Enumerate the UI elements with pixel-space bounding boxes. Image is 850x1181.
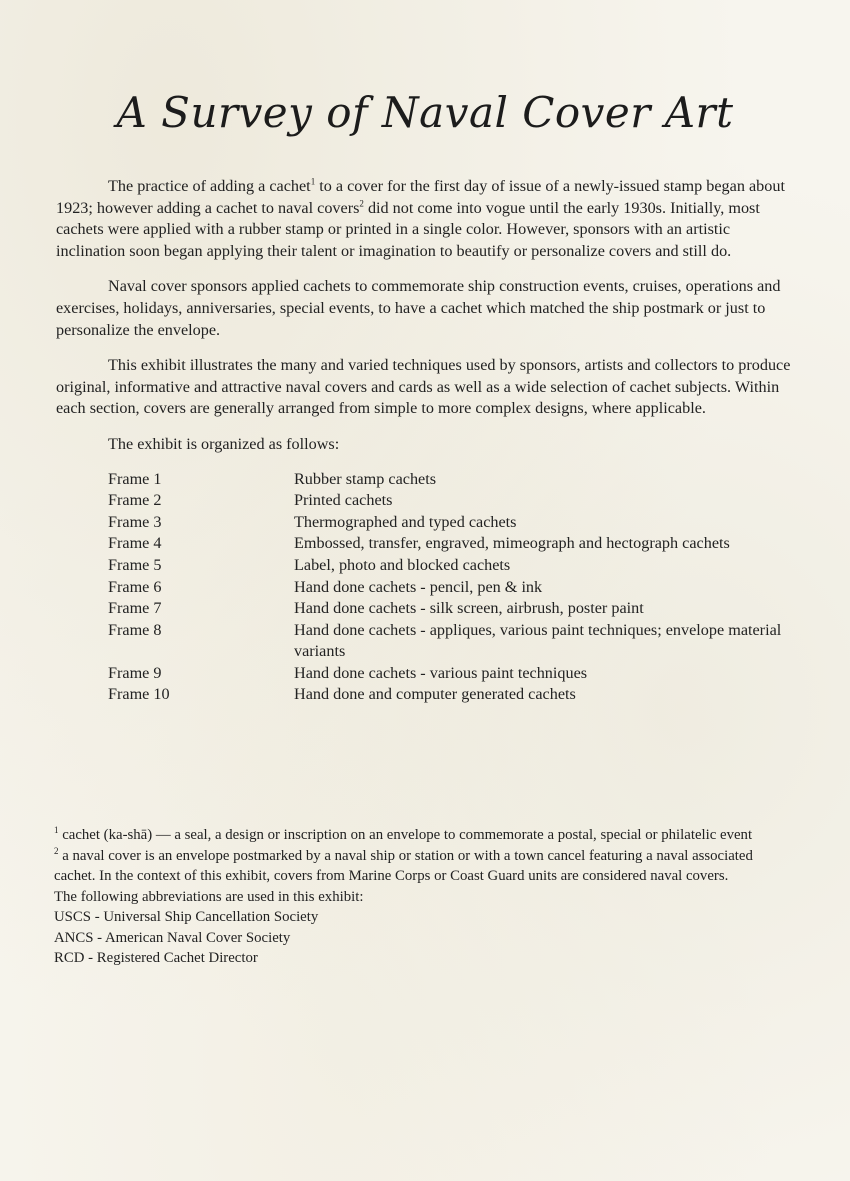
frame-row — [108, 555, 788, 577]
paragraph-intro-part-a: The practice of adding a cachet — [108, 177, 311, 195]
frame-label: Frame 1 — [108, 469, 162, 488]
frame-label: Frame 2 — [108, 491, 162, 510]
footnote-1-marker: 1 — [54, 825, 59, 836]
frame-description: Hand done cachets - silk screen, airbrush, poster paint — [294, 599, 644, 618]
paragraph-exhibit: This exhibit illustrates the many and varied techniques used by sponsors, artists and collectors to produce original, informative and attractive naval covers and cards as well as a wide selection of cachet subjects. Within each section, covers are generally arranged from simple to more complex designs, where applicable. — [56, 356, 791, 418]
organized-heading: The exhibit is organized as follows: — [108, 434, 340, 453]
frame-row — [108, 620, 788, 663]
footnotes — [54, 825, 794, 969]
frame-description: Thermographed and typed cachets — [294, 512, 517, 531]
footnote-2-marker: 2 — [54, 845, 59, 856]
frame-label: Frame 7 — [108, 599, 162, 618]
footnote-2 — [54, 846, 794, 887]
frame-description: Label, photo and blocked cachets — [294, 555, 511, 574]
frame-row — [108, 663, 788, 685]
frame-description: Embossed, transfer, engraved, mimeograph and hectograph cachets — [294, 534, 730, 553]
page-title: A Survey of Naval Cover Art — [116, 88, 734, 137]
frame-label: Frame 10 — [108, 685, 170, 704]
frame-label: Frame 6 — [108, 577, 162, 596]
abbreviation-item: USCS - Universal Ship Cancellation Society — [54, 909, 319, 925]
frame-label: Frame 5 — [108, 555, 162, 574]
frame-description: Hand done cachets - pencil, pen & ink — [294, 577, 543, 596]
paragraph-intro — [56, 176, 791, 262]
footnote-2-text: a naval cover is an envelope postmarked by a naval ship or station or with a town cancel featuring a naval associated cachet. In the context of this exhibit, covers from Marine Corps or Coast Guard units are considered naval covers. — [54, 847, 753, 884]
frame-description: Rubber stamp cachets — [294, 469, 437, 488]
frame-label: Frame 4 — [108, 534, 162, 553]
frame-description: Hand done and computer generated cachets — [294, 685, 576, 704]
frame-row — [108, 684, 788, 706]
abbreviation-item: RCD - Registered Cachet Director — [54, 950, 258, 966]
frame-row — [108, 512, 788, 534]
abbreviation-item: ANCS - American Naval Cover Society — [54, 929, 291, 946]
frame-description: Hand done cachets - appliques, various paint techniques; envelope material variants — [294, 620, 782, 661]
footnote-1-text: cachet (ka-shā) — a seal, a design or inscription on an envelope to commemorate a postal, special or philatelic event — [58, 827, 753, 843]
frame-row — [108, 577, 788, 599]
frame-description: Printed cachets — [294, 491, 393, 510]
frame-row — [108, 469, 788, 491]
body-text — [56, 176, 791, 706]
frame-row — [108, 533, 788, 555]
footnote-ref-1: 1 — [310, 176, 316, 187]
frame-row — [108, 598, 788, 620]
footnote-1 — [54, 825, 794, 846]
frame-description: Hand done cachets - various paint techniques — [294, 663, 588, 682]
footnote-ref-2: 2 — [359, 198, 364, 209]
paragraph-intro-part-b: to a cover for the first day of issue of a newly-issued stamp began about 1923; however adding a cachet to naval covers — [56, 177, 785, 217]
frame-label: Frame 3 — [108, 512, 162, 531]
frame-row — [108, 490, 788, 512]
frame-list — [108, 469, 788, 707]
paragraph-intro-part-c: did not come into vogue until the early 1930s. Initially, most cachets were applied with a rubber stamp or printed in a single color. However, sponsors with an artistic inclination soon began applying their talent or imagination to beautify or personalize covers and still do. — [56, 198, 760, 260]
paragraph-sponsors: Naval cover sponsors applied cachets to commemorate ship construction events, cruises, operations and exercises, holidays, anniversaries, special events, to have a cachet which matched the ship postmark or just to personalize the envelope. — [56, 277, 781, 339]
frame-label: Frame 8 — [108, 620, 162, 639]
frame-label: Frame 9 — [108, 663, 162, 682]
abbreviations-intro: The following abbreviations are used in this exhibit: — [54, 888, 364, 905]
